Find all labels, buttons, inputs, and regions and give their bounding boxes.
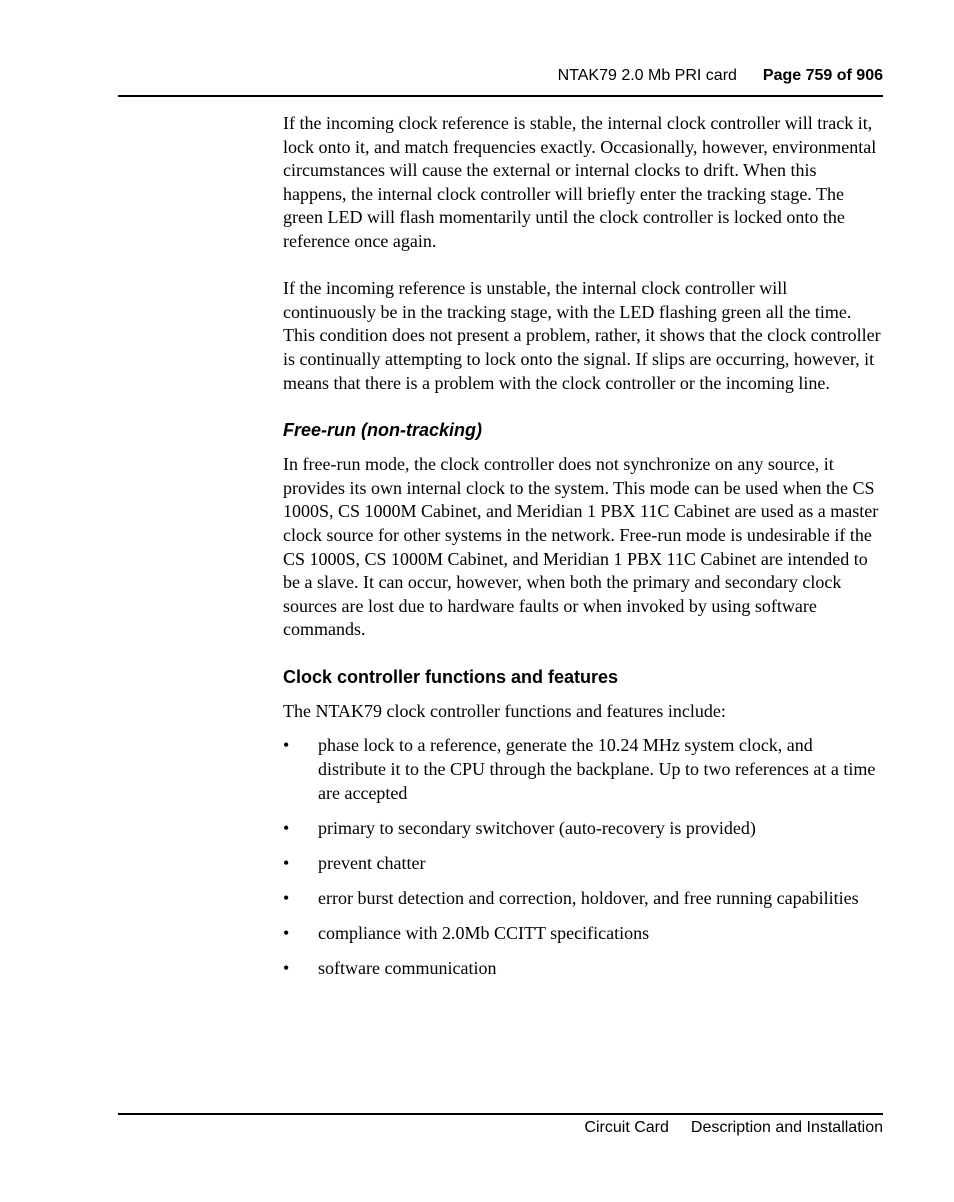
list-item-text: error burst detection and correction, holdover, and free running capabilities bbox=[318, 887, 859, 908]
page-header bbox=[118, 66, 883, 86]
paragraph-functions-intro: The NTAK79 clock controller functions and features include: bbox=[283, 700, 726, 721]
bullet-icon: • bbox=[283, 923, 290, 944]
bullet-icon: • bbox=[283, 958, 290, 979]
paragraph-unstable-reference: If the incoming reference is unstable, the internal clock controller will continuously be in the tracking stage, with the LED flashing green all the time. This condition does not present a problem, rather, it shows that the clock controller is continually attempting to lock onto the signal. If slips are occurring, however, it means that there is a problem with the clock controller or the incoming line. bbox=[283, 278, 881, 393]
page-footer bbox=[118, 1118, 883, 1138]
paragraph-freerun: In free-run mode, the clock controller does not synchronize on any source, it provides its own internal clock to the system. This mode can be used when the CS 1000S, CS 1000M Cabinet, and Meridian 1 PBX 11C Cabinet are used as a master clock source for other systems in the network. Free-run mode is undesirable if the CS 1000S, CS 1000M Cabinet, and Meridian 1 PBX 11C Cabinet are intended to be a slave. It can occur, however, when both the primary and secondary clock sources are lost due to hardware faults or when invoked by using software commands. bbox=[283, 454, 879, 640]
bullet-icon: • bbox=[283, 817, 290, 838]
list-item-text: primary to secondary switchover (auto-recovery is provided) bbox=[318, 817, 756, 838]
page-content bbox=[283, 112, 883, 992]
list-item bbox=[283, 887, 883, 911]
list-item-text: phase lock to a reference, generate the 10.24 MHz system clock, and distribute it to the CPU through the backplane. Up to two references at a time are accepted bbox=[318, 735, 876, 803]
functions-heading: Clock controller functions and features bbox=[283, 666, 619, 687]
list-item bbox=[283, 922, 883, 946]
list-item-text: prevent chatter bbox=[318, 852, 426, 873]
bullet-icon: • bbox=[283, 735, 290, 756]
list-item bbox=[283, 852, 883, 876]
footer-left: Circuit Card bbox=[584, 1119, 669, 1136]
bullet-icon: • bbox=[283, 887, 290, 908]
list-item-text: software communication bbox=[318, 958, 497, 979]
page-number: Page 759 of 906 bbox=[762, 67, 883, 84]
header-rule bbox=[118, 95, 883, 97]
freerun-heading: Free-run (non-tracking) bbox=[283, 420, 483, 441]
paragraph-stable-reference: If the incoming clock reference is stable, the internal clock controller will track it, lock onto it, and match frequencies exactly. Occasionally, however, environmental circumstances will cause the external or internal clocks to drift. When this happens, the internal clock controller will briefly enter the tracking stage. The green LED will flash momentarily until the clock controller is locked onto the reference once again. bbox=[283, 113, 877, 251]
list-item-text: compliance with 2.0Mb CCITT specifications bbox=[318, 923, 650, 944]
footer-rule bbox=[118, 1113, 883, 1115]
functions-list bbox=[283, 734, 883, 980]
list-item bbox=[283, 734, 883, 805]
footer-right: Description and Installation bbox=[690, 1119, 883, 1136]
list-item bbox=[283, 817, 883, 841]
document-title: NTAK79 2.0 Mb PRI card bbox=[557, 67, 737, 84]
bullet-icon: • bbox=[283, 852, 290, 873]
list-item bbox=[283, 957, 883, 981]
